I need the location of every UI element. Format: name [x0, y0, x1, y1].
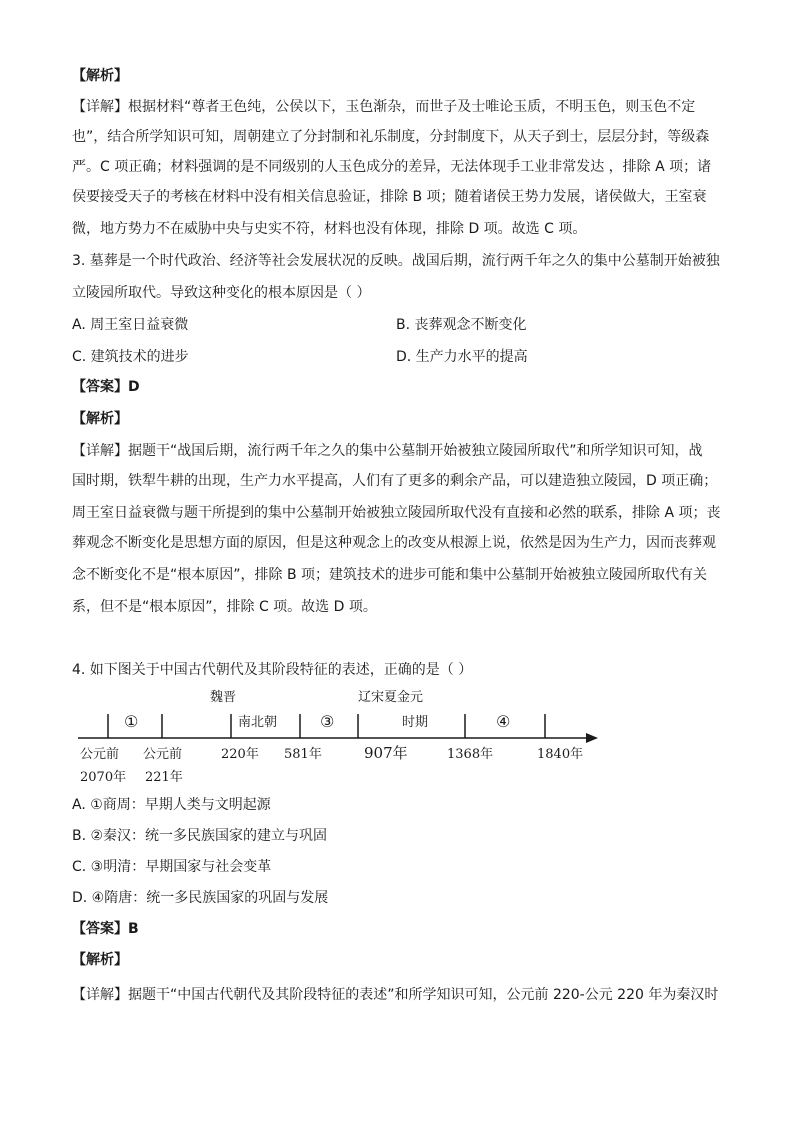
timeline-date: 1840年 [537, 747, 584, 762]
q3-detail-line: 【详解】据题干“战国后期，流行两千年之久的集中公墓制开始被独立陵园所取代”和所学知识可知，战 [72, 443, 703, 459]
q3-stem-line: 3. 墓葬是一个时代政治、经济等社会发展状况的反映。战国后期，流行两千年之久的集中公墓制开始被独 [72, 253, 720, 269]
timeline-date: 581年 [284, 747, 322, 762]
q3-detail-line: 系，但不是“根本原因”，排除 C 项。故选 D 项。 [72, 599, 377, 615]
timeline-arrow-icon [586, 733, 598, 743]
timeline-label-liaosong: 辽宋夏金元 [358, 690, 424, 705]
q3-detail-line: 念不断变化不是“根本原因”，排除 B 项；建筑技术的进步可能和集中公墓制开始被独立陵园所取代有关 [72, 567, 708, 583]
timeline-date-year: 2070年 [80, 770, 127, 785]
timeline-period-marker: ④ [496, 712, 511, 731]
q2-analysis-heading: 【解析】 [72, 68, 128, 84]
timeline-date: 公元前 [143, 747, 183, 762]
q3-option-b: B. 丧葬观念不断变化 [396, 317, 527, 333]
q2-detail-line: 微，地方势力不在威胁中央与史实不符，材料也没有体现，排除 D 项。故选 C 项。 [72, 221, 587, 237]
timeline-date: 220年 [221, 747, 259, 762]
dynasty-timeline [0, 680, 794, 790]
q2-detail-line: 侯要接受天子的考核在材料中没有相关信息验证，排除 B 项；随着诸侯王势力发展，诸侯做大，王室衰 [72, 189, 707, 205]
q2-detail-line: 也”，结合所学知识可知，周朝建立了分封制和礼乐制度，分封制度下，从天子到士，层层分封，等级森 [72, 129, 710, 145]
q3-option-c: C. 建筑技术的进步 [72, 349, 189, 365]
q4-analysis-heading: 【解析】 [72, 952, 128, 968]
q4-option-a: A. ①商周：早期人类与文明起源 [72, 797, 271, 813]
q3-stem-line: 立陵园所取代。导致这种变化的根本原因是（ ） [72, 285, 371, 301]
q4-stem: 4. 如下图关于中国古代朝代及其阶段特征的表述，正确的是（ ） [72, 662, 473, 678]
q2-detail-line: 【详解】根据材料“尊者王色纯，公侯以下，玉色渐杂，而世子及士唯论玉质，不明玉色，则玉色不定 [72, 99, 696, 115]
q4-option-b: B. ②秦汉：统一多民族国家的建立与巩固 [72, 828, 328, 844]
timeline-label-nanbeichao: 南北朝 [238, 715, 278, 730]
q3-option-a: A. 周王室日益衰微 [72, 317, 189, 333]
q3-option-d: D. 生产力水平的提高 [396, 349, 528, 365]
q3-analysis-heading: 【解析】 [72, 411, 128, 427]
timeline-date: 1368年 [447, 747, 494, 762]
q2-detail-line: 严。C 项正确；材料强调的是不同级别的人玉色成分的差异，无法体现手工业非常发达 ，排除 A 项；诸 [72, 159, 712, 175]
q3-detail-line: 葬观念不断变化是思想方面的原因，但是这种观念上的改变从根源上说，依然是因为生产力，因而丧葬观 [72, 535, 716, 551]
q3-detail-line: 周王室日益衰微与题干所提到的集中公墓制开始被独立陵园所取代没有直接和必然的联系，排除 A 项；丧 [72, 505, 721, 521]
timeline-label-weijin: 魏晋 [210, 690, 237, 705]
timeline-period-marker: ③ [320, 712, 335, 731]
timeline-label-shiqi: 时期 [402, 715, 429, 730]
timeline-date: 公元前 [80, 747, 120, 762]
q4-answer: 【答案】B [72, 921, 139, 937]
q3-detail-line: 国时期，铁犁牛耕的出现，生产力水平提高，人们有了更多的剩余产品，可以建造独立陵园，D 项正确； [72, 473, 718, 489]
timeline-date: 907年 [364, 744, 408, 762]
q4-option-d: D. ④隋唐：统一多民族国家的巩固与发展 [72, 890, 329, 906]
q3-answer: 【答案】D [72, 379, 140, 395]
timeline-date-year: 221年 [145, 770, 183, 785]
q4-option-c: C. ③明清：早期国家与社会变革 [72, 859, 272, 875]
timeline-period-marker: ① [124, 712, 139, 731]
q4-detail-line: 【详解】据题干“中国古代朝代及其阶段特征的表述”和所学知识可知，公元前 220-公元 220 年为秦汉时 [72, 987, 719, 1003]
